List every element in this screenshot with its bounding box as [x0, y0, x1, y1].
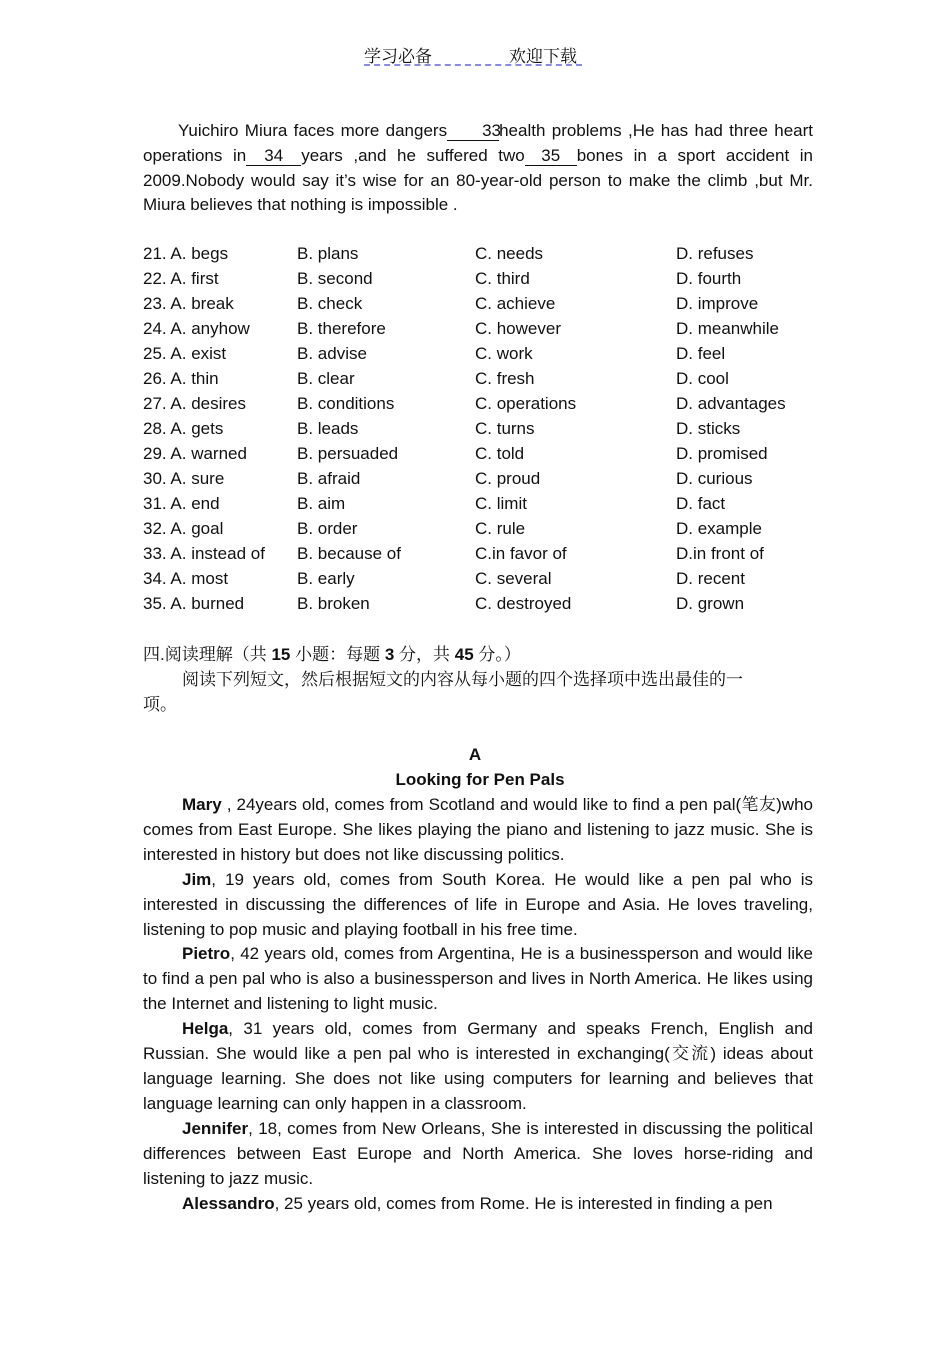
- question-row: [143, 294, 823, 319]
- option-b: B. aim: [297, 494, 346, 513]
- text: 四.阅读理解（共: [143, 645, 272, 664]
- pen-pal-entry: [143, 1017, 813, 1117]
- option-c: C. limit: [475, 494, 527, 513]
- option-b: B. conditions: [297, 394, 395, 413]
- option-a: 23. A. break: [143, 294, 234, 313]
- option-d: D. improve: [676, 294, 759, 313]
- passage-letter: A: [468, 745, 482, 764]
- option-b: B. broken: [297, 594, 370, 613]
- text: 小题：每题: [290, 645, 385, 664]
- option-a: 33. A. instead of: [143, 544, 265, 563]
- option-c: C. needs: [475, 244, 544, 263]
- question-row: [143, 244, 823, 269]
- option-b: B. because of: [297, 544, 401, 563]
- option-d: D. promised: [676, 444, 768, 463]
- option-c: C. proud: [475, 469, 541, 488]
- option-d: D. meanwhile: [676, 319, 779, 338]
- option-c: C. achieve: [475, 294, 556, 313]
- passage-body: [143, 793, 813, 1216]
- question-count: 15: [271, 645, 291, 664]
- entry-text: , 25 years old, comes from Rome. He is interested in finding a pen: [274, 1193, 773, 1213]
- option-c: C. told: [475, 444, 525, 463]
- question-row: [143, 594, 823, 619]
- question-row: [143, 319, 823, 344]
- option-d: D. sticks: [676, 419, 741, 438]
- option-c: C. several: [475, 569, 552, 588]
- header-left: 学习必备: [364, 47, 432, 66]
- option-a: 30. A. sure: [143, 469, 225, 488]
- option-b: B. leads: [297, 419, 359, 438]
- option-a: 26. A. thin: [143, 369, 219, 388]
- person-name: Helga: [182, 1019, 229, 1039]
- question-row: [143, 469, 823, 494]
- question-row: [143, 419, 823, 444]
- option-c: C. however: [475, 319, 561, 338]
- option-d: D. fact: [676, 494, 726, 513]
- pen-pal-entry: [143, 793, 813, 868]
- person-name: Jim: [182, 869, 212, 889]
- entry-text: , 18, comes from New Orleans, She is interested in discussing the political differences between East Europe and North America. She loves horse-riding and listening to jazz music.: [143, 1118, 813, 1188]
- option-b: B. check: [297, 294, 363, 313]
- question-row: [143, 569, 823, 594]
- text: 分，共: [394, 645, 455, 664]
- option-c: C. third: [475, 269, 530, 288]
- option-c: C. fresh: [475, 369, 535, 388]
- instruction: 阅读下列短文，然后根据短文的内容从每小题的四个选择项中选出最佳的一项。: [143, 670, 743, 714]
- pen-pal-entry: [143, 1117, 813, 1192]
- option-b: B. clear: [297, 369, 355, 388]
- option-b: B. plans: [297, 244, 359, 263]
- option-d: D. fourth: [676, 269, 742, 288]
- option-a: 35. A. burned: [143, 594, 245, 613]
- question-row: [143, 494, 823, 519]
- option-d: D. example: [676, 519, 762, 538]
- options-list: [143, 244, 823, 619]
- option-d: D. refuses: [676, 244, 754, 263]
- question-row: [143, 344, 823, 369]
- text: bones in a sport accident in 2009.Nobody would say it’s wise for an 80-year-old person to make the climb ,but Mr. Miura believes that nothing is impossible .: [143, 145, 814, 215]
- option-a: 29. A. warned: [143, 444, 247, 463]
- option-a: 31. A. end: [143, 494, 220, 513]
- option-b: B. second: [297, 269, 373, 288]
- option-a: 28. A. gets: [143, 419, 224, 438]
- option-a: 24. A. anyhow: [143, 319, 250, 338]
- option-a: 32. A. goal: [143, 519, 224, 538]
- entry-text: , 24years old, comes from Scotland and would like to find a pen pal(笔友)who comes from East Europe. She likes playing the piano and listening to jazz music. She is interested in history but does not like discussing politics.: [143, 795, 813, 864]
- question-row: [143, 519, 823, 544]
- section-heading: [143, 642, 783, 717]
- question-row: [143, 369, 823, 394]
- option-d: D. curious: [676, 469, 753, 488]
- option-b: B. afraid: [297, 469, 361, 488]
- option-c: C. rule: [475, 519, 526, 538]
- option-d: D.in front of: [676, 544, 764, 563]
- person-name: Alessandro: [182, 1193, 275, 1213]
- entry-text: , 42 years old, comes from Argentina, He is a businessperson and would like to find a pen pal who is also a businessperson and lives in North America. He likes using the Internet and listening to light music.: [143, 944, 813, 1014]
- points-each: 3: [384, 645, 395, 664]
- cloze-paragraph: [143, 119, 813, 218]
- text: 分。）: [473, 645, 521, 664]
- pen-pal-entry: [143, 942, 813, 1017]
- option-a: 34. A. most: [143, 569, 229, 588]
- entry-text: , 19 years old, comes from South Korea. He would like a pen pal who is interested in discussing the differences of life in Europe and Asia. He loves traveling, listening to pop music and playing football in his free time.: [143, 869, 813, 939]
- option-d: D. advantages: [676, 394, 786, 413]
- option-c: C. work: [475, 344, 533, 363]
- blank-34: 34: [246, 147, 301, 166]
- question-row: [143, 394, 823, 419]
- option-b: B. therefore: [297, 319, 386, 338]
- text: years ,and he suffered two: [301, 145, 525, 165]
- question-row: [143, 269, 823, 294]
- person-name: Pietro: [182, 944, 231, 964]
- question-row: [143, 444, 823, 469]
- passage-title: Looking for Pen Pals: [395, 770, 565, 789]
- option-a: 27. A. desires: [143, 394, 247, 413]
- option-c: C. operations: [475, 394, 577, 413]
- option-d: D. feel: [676, 344, 726, 363]
- person-name: Mary: [182, 795, 222, 814]
- text: Yuichiro Miura faces more dangers: [178, 121, 448, 140]
- option-b: B. order: [297, 519, 358, 538]
- option-a: 21. A. begs: [143, 244, 229, 263]
- option-c: C.in favor of: [475, 544, 567, 563]
- entry-text: , 31 years old, comes from Germany and speaks French, English and Russian. She would like a pen pal who is interested in exchanging(交流) ideas about language learning. She does not like using computers for learning and believes that language learning can only happen in a classroom.: [143, 1019, 813, 1113]
- header-right: 欢迎下载: [509, 47, 577, 66]
- pen-pal-entry: [143, 868, 813, 943]
- option-a: 25. A. exist: [143, 344, 227, 363]
- pen-pal-entry: [143, 1192, 813, 1217]
- option-c: C. destroyed: [475, 594, 572, 613]
- blank-33: 33: [447, 122, 499, 141]
- page-header: [364, 40, 582, 66]
- option-d: D. recent: [676, 569, 745, 588]
- option-b: B. persuaded: [297, 444, 399, 463]
- option-c: C. turns: [475, 419, 535, 438]
- question-row: [143, 544, 823, 569]
- option-d: D. cool: [676, 369, 729, 388]
- option-b: B. early: [297, 569, 355, 588]
- option-b: B. advise: [297, 344, 367, 363]
- total-points: 45: [454, 645, 474, 664]
- blank-35: 35: [525, 147, 577, 166]
- option-d: D. grown: [676, 594, 745, 613]
- person-name: Jennifer: [182, 1118, 249, 1138]
- text: health problems ,He has had three heart operations in: [143, 121, 813, 165]
- option-a: 22. A. first: [143, 269, 219, 288]
